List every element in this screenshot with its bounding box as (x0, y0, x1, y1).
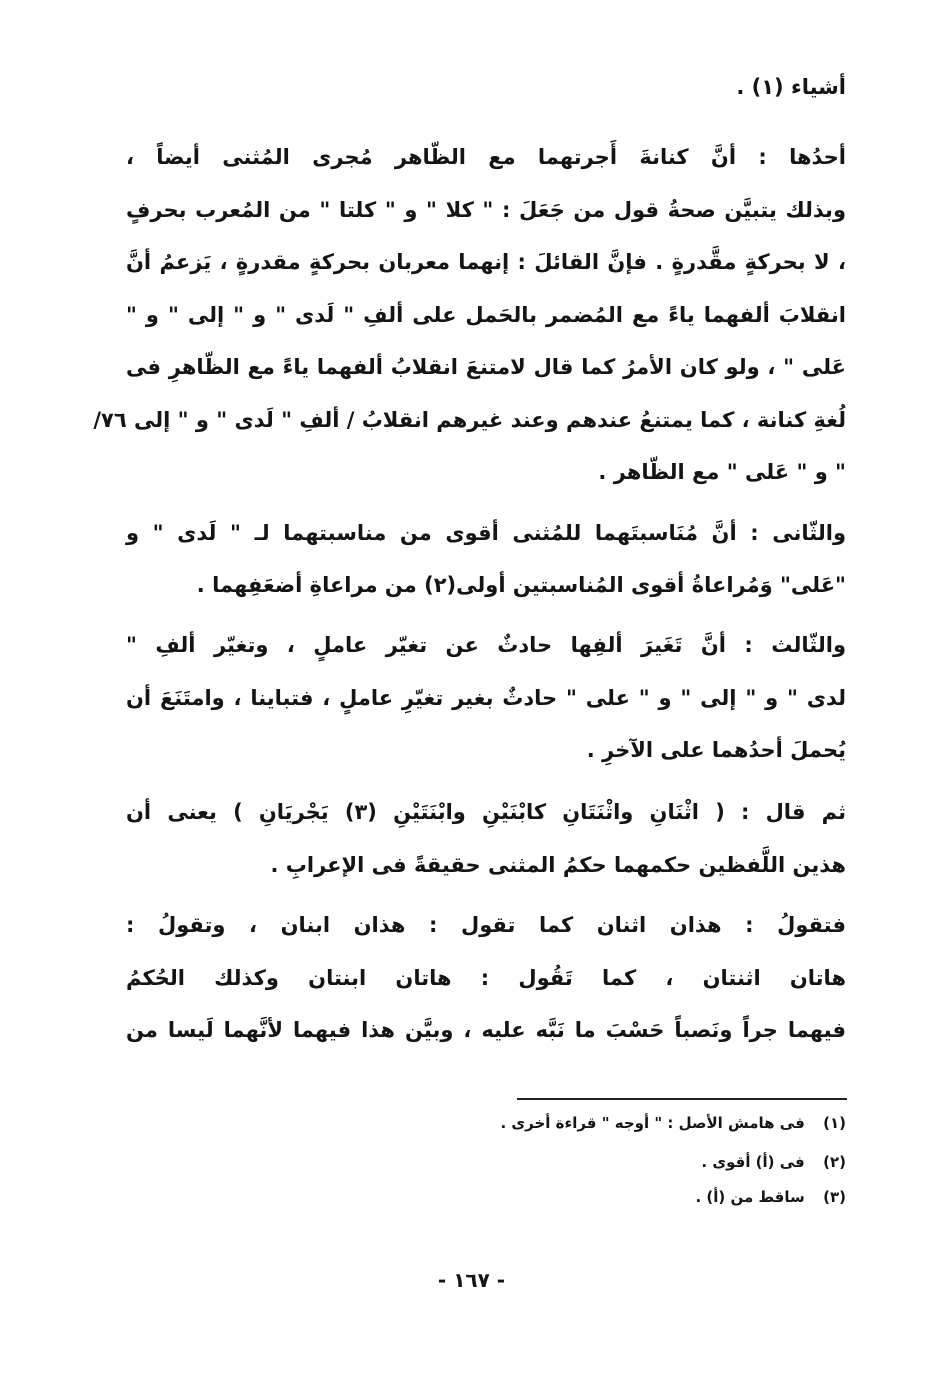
footnote-text: فى (أ) أقوى . (701, 1153, 805, 1171)
footnote-number: (٣) (823, 1188, 846, 1206)
footnote-divider (517, 1098, 847, 1100)
text-line: انقلابَ ألفهما ياءً مع المُضمر بالحَمل على ألفِ " لَدى " و " إلى " و " (126, 303, 846, 327)
text-line: ثم قال : ( اثْنَانِ واثْنَتَانِ كابْنَيْنِ وابْنَتَيْنِ (٣) يَجْريَانِ ) يعنى أن (126, 800, 846, 824)
footnote (695, 1186, 846, 1208)
footnote (501, 1112, 847, 1134)
text-line: فيهما جراً ونَصباً حَسْبَ ما نَبَّه عليه ، وبيَّن هذا فيهما لأنَّهما لَيسا من (126, 1018, 846, 1042)
text-line: فتقولُ : هذان اثنان كما تقول : هذان ابنان ، وتقولُ : (126, 913, 846, 937)
text-line: والثّالث : أنَّ تَغَيرَ ألفِها حادثٌ عن تغيّر عاملٍ ، وتغيّر ألفِ " (126, 633, 846, 657)
page-number: - ١٦٧ - (437, 1268, 506, 1292)
text-line: عَلى " ، ولو كان الأمرُ كما قال لامتنعَ انقلابُ ألفهما ياءً مع الظّاهرِ فى (126, 355, 846, 379)
text-line: ، لا بحركةٍ مقَّدرةٍ . فإنَّ القائلَ : إنهما معربان بحركةٍ مقدرةٍ ، يَزعمُ أنَّ (126, 250, 846, 274)
footnote-number: (٢) (823, 1153, 846, 1171)
text-line: يُحملَ أحدُهما على الآخرِ . (586, 738, 846, 762)
text-line: هذين اللَّفظين حكمهما حكمُ المثنى حقيقةً فى الإعرابِ . (270, 853, 846, 877)
text-line: وبذلك يتبيَّن صحةُ قول من جَعَلَ : " كلا " و " كلتا " من المُعرب بحرفٍ (126, 198, 846, 222)
text-line: لُغةِ كنانة ، كما يمتنعُ عندهم وعند غيرهم انقلابُ / ألفِ " لَدى " و " إلى ٧٦/ (93, 408, 846, 432)
text-line: "عَلى" وَمُراعاةُ أقوى المُناسبتين أولى(٢) من مراعاةِ أضعَفِهما . (196, 573, 846, 597)
footnote-number: (١) (823, 1114, 846, 1132)
footnote-text: ساقط من (أ) . (695, 1188, 805, 1206)
text-line: لدى " و " إلى " و " على " حادثٌ بغير تغيّرِ عاملٍ ، فتباينا ، وامتَنَعَ أن (126, 686, 846, 710)
text-line: هاتان اثنتان ، كما تَقُول : هاتان ابنتان وكذلك الحُكمُ (126, 966, 846, 990)
text-line: " و " عَلى " مع الظّاهر . (598, 460, 846, 484)
footnote (701, 1151, 846, 1173)
text-line: أحدُها : أنَّ كنانةَ أَجرتهما مع الظّاهر مُجرى المُثنى أيضاً ، (126, 145, 846, 169)
footnote-text: فى هامش الأصل : " أوجه " قراءة أخرى . (500, 1114, 805, 1132)
text-line: والثّانى : أنَّ مُنَاسبتَهما للمُثنى أقوى من مناسبتهما لـ " لَدى " و (126, 521, 846, 545)
text-line: أشياء (١) . (736, 75, 846, 99)
